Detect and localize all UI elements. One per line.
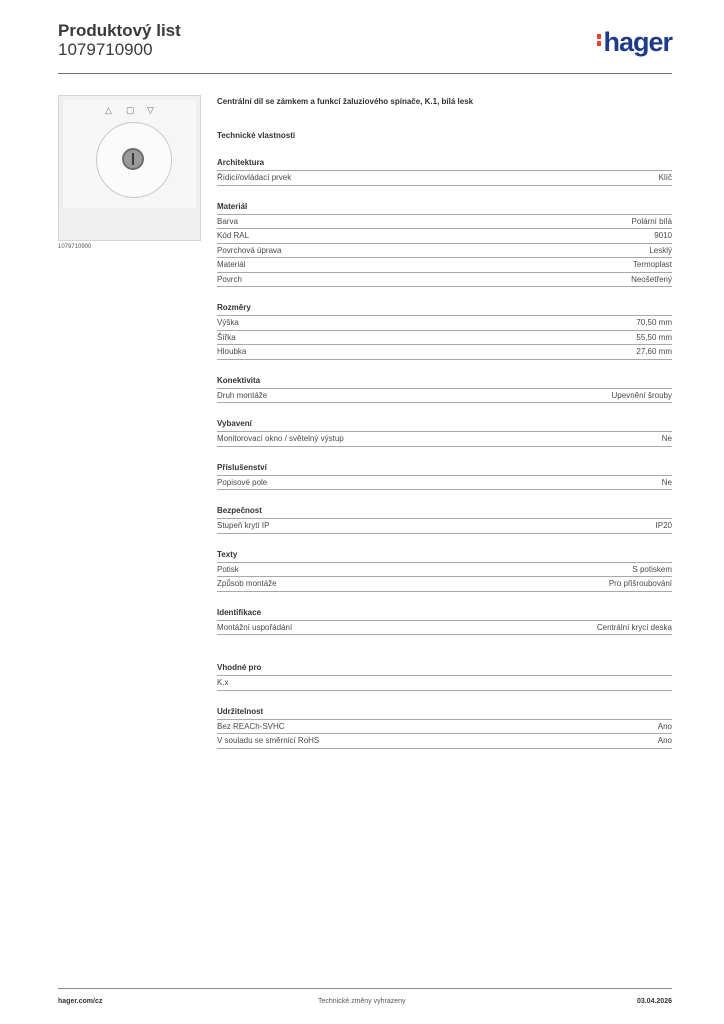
page-title: Produktový list — [58, 21, 181, 40]
spec-row — [217, 214, 672, 229]
spec-row — [217, 719, 672, 734]
spec-value: Ne — [661, 477, 672, 487]
spec-value: Ne — [661, 434, 672, 443]
spec-value: Upevnění šrouby — [611, 390, 672, 400]
spec-value: Polární bílá — [631, 216, 672, 226]
spec-row — [217, 344, 672, 360]
spec-group — [217, 202, 672, 288]
spec-label: Kód RAL — [217, 231, 250, 240]
spec-group — [217, 707, 672, 749]
image-caption: 1079710900 — [58, 244, 92, 250]
spec-group-title: Architektura — [217, 158, 265, 167]
footer-divider — [58, 988, 672, 989]
footer-notice: Technické změny vyhrazeny — [318, 998, 406, 1005]
spec-label: Výška — [217, 318, 239, 327]
logo-dots-icon — [597, 32, 601, 48]
spec-group — [217, 663, 672, 691]
product-image — [58, 95, 201, 241]
spec-value: Neošetřený — [631, 274, 672, 284]
spec-value: Centrální krycí deska — [596, 622, 672, 632]
spec-row — [217, 170, 672, 186]
spec-row — [217, 475, 672, 491]
key-lock-icon — [122, 148, 144, 170]
spec-label: Řídicí/ovládací prvek — [217, 173, 292, 182]
spec-label: K.x — [217, 678, 229, 687]
header-divider — [58, 73, 672, 74]
article-number: 1079710900 — [58, 40, 153, 59]
spec-value: Klíč — [658, 173, 672, 182]
product-description: Centrální díl se zámkem a funkcí žaluziového spínače, K.1, bílá lesk — [217, 97, 474, 106]
spec-group — [217, 463, 672, 491]
spec-group — [217, 506, 672, 534]
spec-label: Povrchová úprava — [217, 245, 282, 255]
spec-group-title: Identifikace — [217, 607, 262, 617]
spec-row — [217, 272, 672, 288]
spec-group-title: Vhodné pro — [217, 663, 262, 672]
spec-sheet — [217, 96, 672, 749]
spec-value: Ano — [657, 721, 672, 731]
spec-row — [217, 257, 672, 272]
spec-label: Potisk — [217, 564, 239, 574]
spec-label: Monitorovací okno / světelný výstup — [217, 434, 344, 443]
spec-row — [217, 576, 672, 592]
spec-label: Montážní uspořádání — [217, 622, 293, 632]
section-heading: Technické vlastnosti — [217, 131, 296, 140]
spec-group — [217, 419, 672, 447]
spec-label: Hloubka — [217, 347, 247, 356]
spec-label: Stupeň krytí IP — [217, 521, 270, 530]
spec-row — [217, 733, 672, 749]
spec-groups — [217, 158, 672, 749]
spec-value: Ano — [657, 736, 672, 745]
spec-value: S potiskem — [632, 564, 672, 574]
spec-label: Povrch — [217, 274, 242, 284]
stop-icon: ▢ — [126, 105, 135, 115]
spec-row — [217, 243, 672, 258]
spec-row — [217, 228, 672, 243]
spec-group — [217, 158, 672, 186]
spec-label: Druh montáže — [217, 390, 268, 400]
spec-value: Pro přišroubování — [608, 579, 672, 588]
spec-group-title: Udržitelnost — [217, 706, 264, 716]
spec-label: Popisové pole — [217, 477, 268, 487]
spec-label: Materiál — [217, 260, 246, 269]
spec-value: 9010 — [654, 231, 672, 240]
spec-label: Bez REACh-SVHC — [217, 721, 285, 731]
spec-group-title: Bezpečnost — [217, 506, 262, 515]
spec-group — [217, 608, 672, 636]
spec-row — [217, 620, 672, 636]
spec-group-title: Texty — [217, 549, 238, 559]
spec-group-title: Příslušenství — [217, 462, 267, 472]
spec-row — [217, 315, 672, 330]
spec-label: Barva — [217, 216, 238, 226]
spec-value: 55,50 mm — [636, 332, 672, 342]
spec-label: Šířka — [217, 332, 236, 342]
arrow-up-icon: △ — [105, 105, 112, 115]
spec-group-title: Materiál — [217, 201, 248, 211]
spec-row — [217, 518, 672, 534]
spec-group-title: Konektivita — [217, 375, 261, 385]
spec-group — [217, 550, 672, 592]
spec-row — [217, 330, 672, 345]
footer-website: hager.com/cz — [58, 998, 103, 1005]
spec-value: IP20 — [655, 521, 672, 530]
spec-row — [217, 562, 672, 577]
spec-group — [217, 303, 672, 360]
spec-label: Způsob montáže — [217, 579, 277, 588]
spec-group-title: Vybavení — [217, 419, 252, 428]
footer-date: 03.04.2026 — [636, 998, 672, 1005]
spec-value: Termoplast — [632, 260, 672, 269]
hager-logo — [597, 27, 672, 57]
logo-text: hager — [603, 27, 672, 57]
spec-row — [217, 388, 672, 404]
spec-group-title: Rozměry — [217, 303, 251, 312]
spec-value: 27,60 mm — [636, 347, 672, 356]
spec-value: 70,50 mm — [636, 318, 672, 327]
spec-row — [217, 675, 672, 691]
product-plate — [63, 100, 196, 208]
arrow-down-icon: ▽ — [147, 105, 154, 115]
spec-row — [217, 431, 672, 447]
spec-label: V souladu se směrnicí RoHS — [217, 736, 320, 745]
spec-group — [217, 376, 672, 404]
spec-value: Lesklý — [649, 245, 672, 255]
